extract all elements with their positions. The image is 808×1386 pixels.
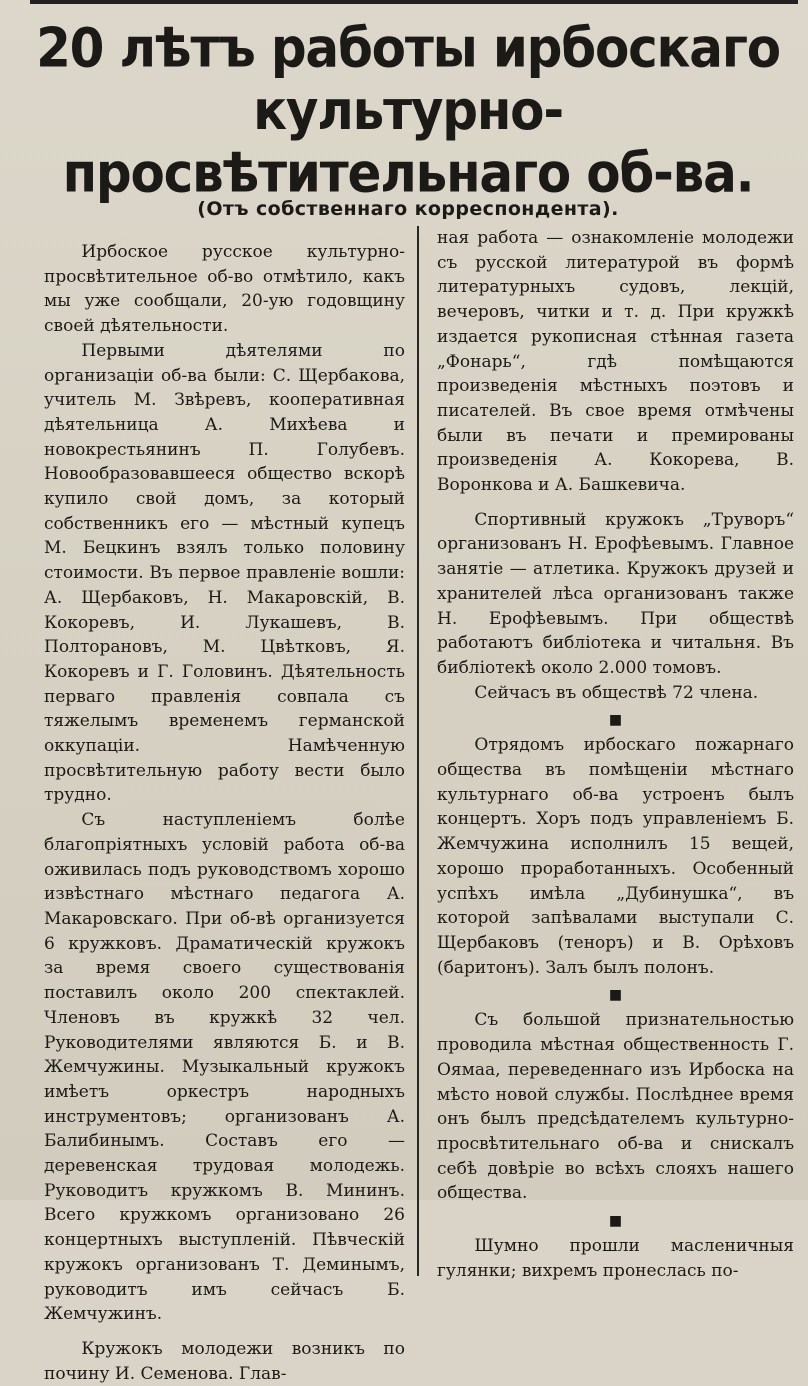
- right-column: [419, 226, 798, 1281]
- paragraph: Съ наступленіемъ болѣе благопріятныхъ условій работа об-ва оживилась подъ руководствомъ хорошо извѣстнаго мѣстнаго педагога А. Макаровскаго. При об-вѣ организуется 6 кружковъ. Драматическій кружокъ за время своего существованія поставилъ около 200 спектаклей. Членовъ въ кружкѣ 32 чел. Руководителями являются Б. и В. Жемчужины. Музыкальный кружокъ имѣетъ оркестръ народныхъ инструментовъ; организованъ А. Балибинымъ. Составъ его — деревенская трудовая молодежь. Руководитъ кружкомъ В. Мининъ. Всего кружкомъ организовано 26 концертныхъ выступленій. Пѣвческій кружокъ организованъ Т. Деминымъ, руководитъ имъ сейчасъ Б. Жемчужинъ.: [44, 810, 405, 1325]
- paragraph: Шумно прошли масленичныя гулянки; вихремъ пронеслась по-: [437, 1236, 795, 1281]
- paragraph: ная работа — ознакомленіе молодежи съ русской литературой въ формѣ литературныхъ судовъ, лекцій, вечеровъ, читки и т. д. При кружкѣ издается рукописная стѣнная газета „Фонарь“, гдѣ помѣщаются произведенія мѣстныхъ поэтовъ и писателей. Въ свое время отмѣчены были въ печати и премированы произведенія А. Кокорева, В. Воронкова и А. Башкевича.: [437, 228, 795, 496]
- section-separator: ■: [608, 712, 623, 729]
- paragraph: Сейчасъ въ обществѣ 72 члена.: [474, 682, 759, 703]
- paragraph: Кружокъ молодежи возникъ по почину И. Семенова. Глав-: [44, 1338, 405, 1384]
- article-columns: [18, 226, 798, 1384]
- left-column: [18, 226, 417, 1384]
- top-rule: [30, 0, 798, 4]
- section-separator: ■: [608, 1213, 623, 1230]
- paragraph: Отрядомъ ирбоскаго пожарнаго общества въ помѣщеніи мѣстнаго культурнаго об-ва устроенъ былъ концертъ. Хоръ подъ управленіемъ Б. Жемчужина исполнилъ 15 вещей, хорошо проработанныхъ. Особенный успѣхъ имѣла „Дубинушка“, въ которой запѣвалами выступали С. Щербаковъ (теноръ) и В. Орѣховъ (баритонъ). Залъ былъ полонъ.: [437, 735, 795, 978]
- paragraph: Ирбоское русское культурно-просвѣтительное об-во отмѣтило, какъ мы уже сообщали, 20-ую годовщину своей дѣятельности.: [44, 242, 405, 337]
- byline: (Отъ собственнаго корреспондента).: [197, 198, 619, 220]
- paragraph: Съ большой признательностью проводила мѣстная общественность Г. Оямаа, переведеннаго изъ Ирбоска на мѣсто новой службы. Послѣднее время онъ былъ предсѣдателемъ культурно-просвѣтительнаго об-ва и снискалъ себѣ довѣріе во всѣхъ слояхъ нашего общества.: [437, 1010, 795, 1204]
- headline: 20 лѣтъ работы ирбоскаго культурно-просвѣтительнаго об-ва.: [36, 16, 780, 205]
- paragraph: Спортивный кружокъ „Труворъ“ организованъ Н. Ерофѣевымъ. Главное занятіе — атлетика. Кружокъ друзей и хранителей лѣса организованъ также Н. Ерофѣевымъ. При обществѣ работаютъ библіотека и читальня. Въ библіотекѣ около 2.000 томовъ.: [437, 509, 795, 678]
- paragraph: Первыми дѣятелями по организаціи об-ва были: С. Щербакова, учитель М. Звѣревъ, кооперативная дѣятельница А. Михѣева и новокрестьянинъ П. Голубевъ. Новообразовавшееся общество вскорѣ купило свой домъ, за который собственникъ его — мѣстный купецъ М. Бецкинъ взялъ только половину стоимости. Въ первое правленіе вошли: А. Щербаковъ, Н. Макаровскій, В. Кокоревъ, И. Лукашевъ, В. Полторановъ, М. Цвѣтковъ, Я. Кокоревъ и Г. Головинъ. Дѣятельность перваго правленія совпала съ тяжелымъ временемъ германской оккупаціи. Намѣченную просвѣтительную работу вести было трудно.: [44, 340, 405, 806]
- section-separator: ■: [608, 987, 623, 1004]
